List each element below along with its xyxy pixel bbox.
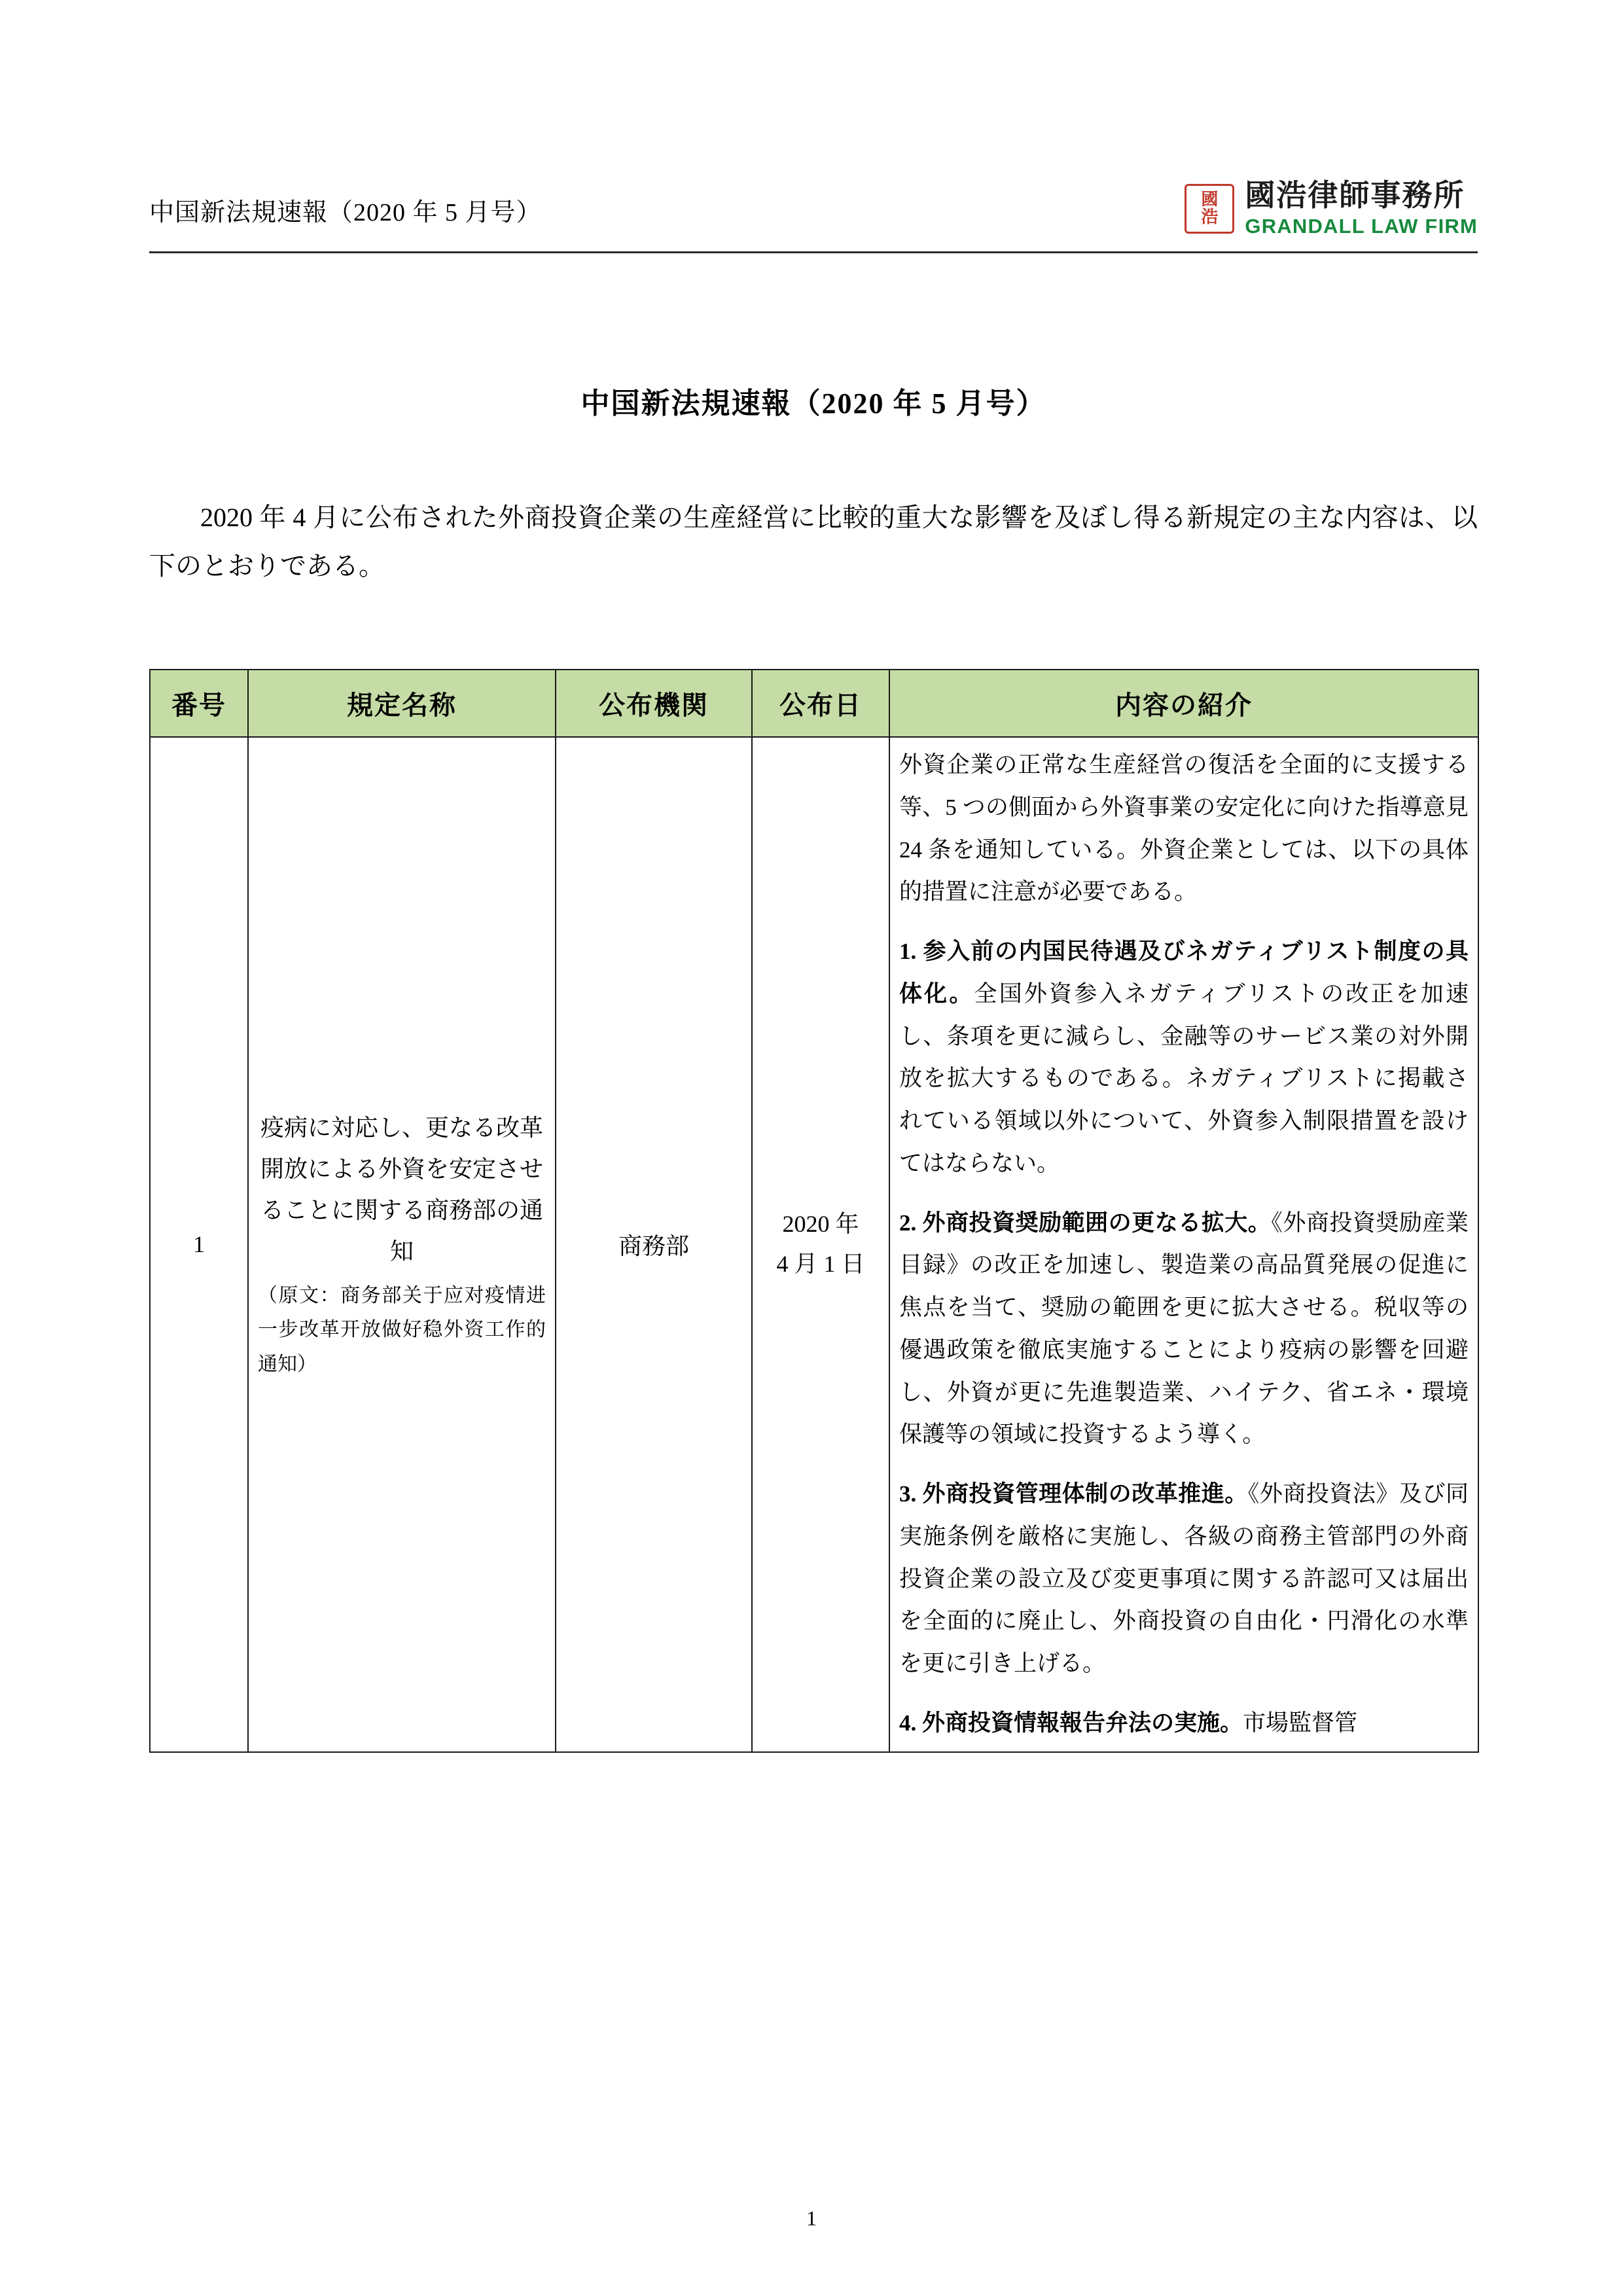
- page-content: [149, 0, 1478, 1753]
- seal-char-top: 國: [1201, 190, 1219, 210]
- cell-publication-date: [752, 737, 889, 1752]
- publication-date-year: 2020 年: [782, 1211, 859, 1238]
- seal-icon: [1185, 184, 1234, 234]
- firm-name-en: GRANDALL LAW FIRM: [1245, 214, 1478, 238]
- table-header-row: [150, 670, 1478, 737]
- description-paragraph: [899, 744, 1469, 914]
- column-header-date: 公布日: [752, 670, 889, 737]
- column-header-name: 規定名称: [248, 670, 556, 737]
- firm-name-block: [1245, 179, 1478, 240]
- table-row: [150, 737, 1478, 1752]
- description-paragraph-text: 全国外資参入ネガティブリストの改正を加速し、条項を更に減らし、金融等のサービス業の対外開放を拡大するものである。ネガティブリストに掲載されている領域以外について、外資参入制限措置を設けてはならない。: [899, 980, 1469, 1176]
- intro-paragraph: [149, 493, 1478, 590]
- description-paragraph-lead: 3. 外商投資管理体制の改革推進。: [899, 1481, 1248, 1507]
- header-row: [149, 164, 1478, 242]
- description-paragraph-lead: 1. 参入前の内国民待遇及びネガティブリスト制度の具体化。: [899, 939, 1469, 1007]
- table-body: [150, 737, 1478, 1752]
- page-footer: [0, 2206, 1623, 2231]
- description-paragraph-text: 外資企業の正常な生産経営の復活を全面的に支援する等、5 つの側面から外資事業の安定化に向けた指導意見 24 条を通知している。外資企業としては、以下の具体的措置に注意が必要である。: [899, 752, 1469, 905]
- page-header: [149, 0, 1478, 295]
- description-paragraph-lead: 2. 外商投資奨励範囲の更なる拡大。: [899, 1210, 1272, 1236]
- cell-issuing-organization: 商務部: [556, 737, 752, 1752]
- header-divider: [149, 251, 1478, 253]
- column-header-no: 番号: [150, 670, 248, 737]
- description-paragraph: [899, 931, 1469, 1185]
- description-paragraph-text: 《外商投資奨励産業目録》の改正を加速し、製造業の高品質発展の促進に焦点を当て、奨励の範囲を更に拡大させる。税収等の優遇政策を徹底実施することにより疫病の影響を回避し、外資が更に先進製造業、ハイテク、省エネ・環境保護等の領域に投資するよう導く。: [899, 1210, 1469, 1448]
- description-paragraph: [899, 1202, 1469, 1457]
- description-paragraph-lead: 4. 外商投資情報報告弁法の実施。: [899, 1710, 1243, 1736]
- firm-name-cn: 國浩律師事務所: [1245, 178, 1465, 212]
- header-running-title: 中国新法規速報（2020 年 5 月号）: [149, 198, 542, 226]
- publication-date-day: 4 月 1 日: [776, 1251, 865, 1278]
- regulation-name-ja: 疫病に対応し、更なる改革開放による外資を安定させることに関する商務部の通知: [260, 1114, 543, 1265]
- seal-char-bottom: 浩: [1201, 207, 1219, 228]
- cell-no: 1: [150, 737, 248, 1752]
- page-number: 1: [806, 2206, 817, 2230]
- table-header: [150, 670, 1478, 737]
- cell-description: [889, 737, 1478, 1752]
- description-paragraph-text: 《外商投資法》及び同実施条例を厳格に実施し、各級の商務主管部門の外商投資企業の設立及び変更事項に関する許認可又は届出を全面的に廃止し、外商投資の自由化・円滑化の水準を更に引き上げる。: [899, 1481, 1469, 1676]
- description-paragraph: [899, 1702, 1469, 1745]
- description-paragraph-text: 市場監督管: [1243, 1710, 1358, 1736]
- intro-text: 2020 年 4 月に公布された外商投資企業の生産経営に比較的重大な影響を及ぼし得る新規定の主な内容は、以下のとおりである。: [149, 503, 1478, 581]
- regulation-name-original: （原文：商务部关于应对疫情进一步改革开放做好稳外资工作的通知）: [258, 1284, 546, 1375]
- cell-regulation-name: [248, 737, 556, 1752]
- column-header-description: 内容の紹介: [889, 670, 1478, 737]
- page-title: 中国新法規速報（2020 年 5 月号）: [580, 387, 1046, 420]
- description-paragraph: [899, 1473, 1469, 1685]
- regulations-table: [149, 669, 1479, 1753]
- firm-logo: [1185, 179, 1478, 242]
- column-header-org: 公布機関: [556, 670, 752, 737]
